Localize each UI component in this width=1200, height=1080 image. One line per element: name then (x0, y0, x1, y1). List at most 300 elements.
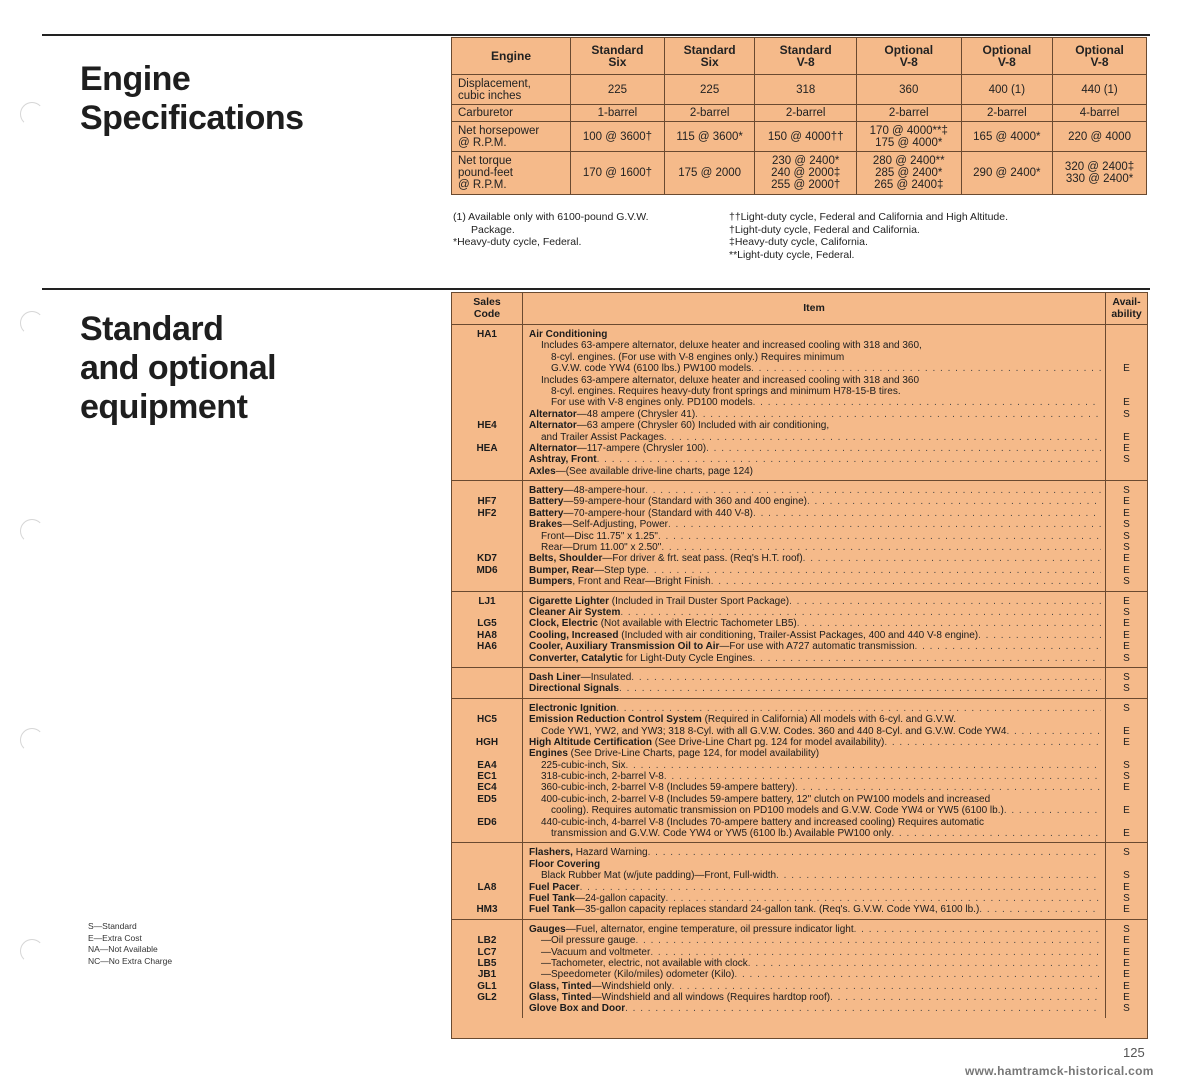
row-label-line: Carburetor (458, 107, 513, 119)
equipment-item (529, 882, 1101, 893)
equipment-item (529, 958, 1101, 969)
item-text: cooling). Requires automatic transmission on PD100 models and G.V.W. Code YW4 or YW5 (6100 lb.) (551, 805, 1004, 817)
sales-code: LA8 (477, 881, 497, 893)
spec-value: 255 @ 2000† (771, 179, 841, 191)
availability-code: S (1123, 683, 1130, 695)
engine-spec-cell (856, 105, 961, 122)
sales-code-column (452, 843, 523, 918)
equipment-item (529, 397, 1101, 408)
sales-code: LB5 (477, 957, 497, 969)
spec-value: 265 @ 2400‡ (874, 179, 944, 191)
equipment-item (529, 771, 1101, 782)
item-name: Bumper, Rear (529, 564, 595, 576)
item-description: —Self-Adjusting, Power (562, 519, 668, 531)
equipment-item (529, 703, 1101, 714)
sales-code: EC1 (477, 771, 497, 783)
engine-column-header (856, 38, 961, 75)
availability-code: E (1123, 363, 1130, 375)
leader-dots (915, 641, 1101, 652)
sales-code (452, 542, 522, 553)
leader-dots (664, 771, 1101, 782)
leader-dots (648, 847, 1101, 858)
item-description: —24-gallon capacity (574, 892, 666, 904)
leader-dots (620, 607, 1101, 618)
availability-code: S (1123, 671, 1130, 683)
item-description: for Light-Duty Cycle Engines (622, 652, 753, 664)
equipment-item (529, 409, 1101, 420)
leader-dots (1004, 805, 1101, 816)
spec-value: 175 @ 2000 (678, 167, 742, 179)
equipment-item (529, 737, 1101, 748)
item-text: Air Conditioning (529, 329, 608, 340)
availability-column (1106, 699, 1147, 843)
item-name: Cooler, Auxiliary Transmission Oil to Air (529, 641, 720, 653)
item-text: 8-cyl. engines. Requires heavy-duty front springs and minimum H78-15-B tires. (551, 385, 901, 397)
leader-dots (666, 893, 1101, 904)
item-description: (Required in California) All models with 6-cyl. and G.V.W. (701, 714, 956, 726)
item-text (529, 576, 711, 587)
item-text (529, 409, 695, 420)
column-header-line: V-8 (796, 55, 815, 69)
spec-value: 175 @ 4000* (875, 136, 943, 149)
availability-column (1106, 592, 1147, 667)
availability-code: S (1123, 606, 1130, 618)
spec-value: 165 @ 4000* (973, 130, 1041, 143)
spec-value: 320 @ 2400‡ (1064, 161, 1135, 173)
equipment-item (529, 947, 1101, 958)
legend-entry: E—Extra Cost (88, 932, 142, 943)
item-column (523, 843, 1106, 918)
spec-value: 440 (1) (1081, 83, 1118, 96)
availability-legend (88, 921, 172, 967)
availability-code: S (1123, 530, 1130, 542)
sales-code: ED6 (477, 816, 497, 828)
equipment-item (529, 672, 1101, 683)
equipment-item (529, 542, 1101, 553)
equipment-item (529, 760, 1101, 771)
availability-code (1106, 386, 1147, 397)
engine-spec-cell (856, 152, 961, 195)
equipment-group (452, 592, 1147, 668)
spec-value: 170 @ 4000**‡ (869, 124, 948, 137)
column-header-line: Six (608, 55, 627, 69)
equipment-table (451, 292, 1148, 1039)
engine-spec-cell (961, 105, 1053, 122)
item-name: Alternator (529, 420, 577, 432)
equipment-item (529, 847, 1101, 858)
watermark: www.hamtramck-historical.com (965, 1064, 1154, 1078)
spec-value: 150 @ 4000†† (767, 130, 844, 143)
item-column (523, 592, 1106, 667)
sales-code (452, 847, 522, 858)
leader-dots (619, 683, 1101, 694)
availability-code (1106, 352, 1147, 363)
leader-dots (753, 508, 1101, 519)
item-text: 318-cubic-inch, 2-barrel V-8 (541, 771, 664, 783)
equipment-item (529, 496, 1101, 507)
item-text (529, 553, 803, 564)
leader-dots (797, 618, 1101, 629)
availability-code: E (1123, 641, 1130, 653)
sales-code (452, 607, 522, 618)
equipment-item (529, 981, 1101, 992)
item-text (529, 714, 956, 725)
engine-spec-cell (571, 75, 665, 105)
item-text (529, 596, 789, 607)
top-rule-equipment (42, 288, 1150, 290)
item-text: —Tachometer, electric, not available with clock (541, 957, 748, 969)
leader-dots (830, 992, 1101, 1003)
item-text: Code YW1, YW2, and YW3; 318 8-Cyl. with all G.V.W. Codes. 360 and 440 8-Cyl. and G.V.W. Code YW4 (541, 725, 1007, 737)
leader-dots (748, 958, 1101, 969)
footnote: ††Light-duty cycle, Federal and California and High Altitude. (729, 211, 1008, 223)
item-name: Emission Reduction Control System (529, 714, 702, 726)
sales-code: HA6 (476, 641, 497, 653)
sales-code: EC4 (477, 782, 497, 794)
footnote: Package. (471, 223, 515, 236)
item-text: Black Rubber Mat (w/jute padding)—Front, Full-width (541, 870, 777, 882)
equipment-item (529, 794, 1101, 805)
leader-dots (807, 496, 1101, 507)
sales-code (452, 576, 522, 587)
row-label-line: Net torque (458, 155, 512, 167)
sales-code (452, 397, 522, 408)
engine-spec-cell (856, 75, 961, 105)
leader-dots (661, 542, 1101, 553)
engine-table-header (452, 38, 1147, 75)
sales-code: LG5 (477, 618, 497, 630)
leader-dots (706, 443, 1101, 454)
availability-code: E (1123, 553, 1130, 565)
engine-specifications-title: Engine Specifications (80, 60, 304, 137)
item-column (523, 325, 1106, 480)
availability-code: S (1123, 519, 1130, 531)
item-text (529, 519, 668, 530)
availability-code (1106, 466, 1147, 477)
availability-code: E (1123, 442, 1130, 454)
item-description: (Included with air conditioning, Trailer-Assist Packages, 400 and 440 V-8 engine) (618, 629, 979, 641)
item-text: 225-cubic-inch, Six (541, 759, 626, 771)
item-column (523, 699, 1106, 843)
leader-dots (580, 882, 1101, 893)
sales-code (452, 859, 522, 870)
spec-value: 290 @ 2400* (973, 167, 1041, 179)
equipment-item (529, 726, 1101, 737)
equipment-item (529, 992, 1101, 1003)
sales-code: HA1 (476, 329, 497, 340)
item-description: —(See available drive-line charts, page 124) (555, 465, 754, 477)
leader-dots (650, 947, 1101, 958)
item-description: —117-ampere (Chrysler 100) (576, 442, 707, 454)
spec-value: 225 (607, 83, 628, 96)
sales-code: HE4 (477, 420, 497, 432)
sales-code: KD7 (476, 553, 497, 565)
equipment-item (529, 596, 1101, 607)
item-text: Glove Box and Door (529, 1003, 626, 1015)
engine-spec-cell (961, 122, 1053, 152)
sales-code (452, 409, 522, 420)
sales-code (452, 340, 522, 351)
item-text (529, 565, 646, 576)
availability-code: S (1123, 892, 1130, 904)
leader-dots (631, 672, 1101, 683)
engine-row-label (452, 75, 571, 105)
item-description: —63 ampere (Chrysler 60) Included with air conditioning, (576, 420, 830, 432)
item-text: and Trailer Assist Packages (541, 431, 664, 443)
engine-spec-cell (1053, 75, 1147, 105)
engine-header-label: Engine (452, 38, 571, 75)
spec-value: 318 (796, 83, 816, 96)
spec-value: 2-barrel (987, 107, 1027, 119)
leader-dots (891, 828, 1101, 839)
equipment-title: Standard and optional equipment (80, 310, 277, 426)
engine-spec-cell (1053, 152, 1147, 195)
sales-code: GL1 (477, 980, 497, 992)
item-name: Clock, Electric (529, 618, 598, 630)
availability-column (1106, 325, 1147, 480)
equipment-item (529, 340, 1101, 351)
footnote: **Light-duty cycle, Federal. (729, 248, 855, 261)
item-text: 360-cubic-inch, 2-barrel V-8 (Includes 59-ampere battery) (541, 782, 796, 794)
equipment-item (529, 576, 1101, 587)
leader-dots (646, 565, 1101, 576)
binder-hole (20, 519, 44, 543)
availability-code: E (1123, 618, 1130, 630)
item-text: —Oil pressure gauge (541, 935, 636, 947)
availability-column (1106, 668, 1147, 698)
sales-code: ED5 (477, 793, 497, 805)
equipment-item (529, 432, 1101, 443)
sales-code: MD6 (476, 564, 498, 576)
item-description: —Fuel, alternator, engine temperature, oil pressure indicator light (565, 923, 854, 935)
item-name: Fuel Tank (529, 892, 575, 904)
binder-hole (20, 311, 44, 335)
spec-value: 100 @ 3600† (582, 130, 653, 143)
column-header-line: Optional (982, 43, 1032, 57)
item-name: Flashers, (529, 847, 573, 859)
sales-code (452, 531, 522, 542)
equipment-group (452, 699, 1147, 844)
availability-code (1106, 859, 1147, 870)
item-text (529, 672, 631, 683)
equipment-item (529, 859, 1101, 870)
leader-dots (672, 981, 1101, 992)
availability-code: S (1123, 847, 1130, 859)
engine-spec-cell (755, 122, 857, 152)
engine-spec-cell (961, 75, 1053, 105)
binder-hole (20, 939, 44, 963)
sales-code-column (452, 699, 523, 843)
sales-code-column (452, 668, 523, 698)
availability-code: E (1123, 828, 1130, 840)
item-description: —48-ampere-hour (563, 485, 646, 497)
availability-code: E (1123, 980, 1130, 992)
item-text: —Vacuum and voltmeter (541, 946, 651, 958)
availability-code: E (1123, 431, 1130, 443)
engine-spec-cell (755, 152, 857, 195)
engine-spec-row (452, 105, 1147, 122)
row-label-line: pound-feet (458, 167, 513, 179)
binder-hole (20, 102, 44, 126)
equipment-item (529, 329, 1101, 340)
column-header-line: Standard (779, 43, 832, 57)
item-text (529, 630, 978, 641)
sales-code: HEA (476, 442, 498, 454)
sales-code (452, 352, 522, 363)
leader-dots (803, 553, 1101, 564)
availability-code (1106, 714, 1147, 725)
legend-entry: S—Standard (88, 921, 137, 931)
availability-column (1106, 481, 1147, 591)
item-text (529, 924, 854, 935)
engine-footnotes-left (453, 211, 649, 249)
item-name: Alternator (529, 408, 577, 420)
equipment-item (529, 618, 1101, 629)
item-description: —For driver & frt. seat pass. (Req's H.T. roof) (602, 553, 803, 565)
spec-value: 170 @ 1600† (582, 167, 653, 179)
spec-value: 360 (899, 83, 919, 96)
row-label-line: @ R.P.M. (458, 179, 507, 191)
sales-code-column (452, 920, 523, 1018)
item-name: Brakes (529, 519, 563, 531)
equipment-item (529, 1003, 1101, 1014)
availability-code: S (1123, 1003, 1130, 1015)
availability-code: E (1123, 957, 1130, 969)
item-description: —59-ampere-hour (Standard with 360 and 400 engine) (563, 496, 807, 508)
availability-code (1106, 375, 1147, 386)
item-text: For use with V-8 engines only. PD100 models (551, 397, 753, 409)
spec-value: 2-barrel (689, 107, 730, 119)
item-description: —70-ampere-hour (Standard with 440 V-8) (563, 507, 754, 519)
availability-code (1106, 794, 1147, 805)
engine-spec-cell (664, 75, 755, 105)
availability-code: S (1123, 408, 1130, 420)
engine-spec-row (452, 75, 1147, 105)
engine-spec-cell (755, 105, 857, 122)
item-name: Battery (529, 485, 564, 497)
availability-code: E (1123, 946, 1130, 958)
equipment-item (529, 870, 1101, 881)
leader-dots (884, 737, 1101, 748)
spec-value: 220 @ 4000 (1068, 130, 1131, 143)
availability-code: S (1123, 923, 1130, 935)
item-description: —For use with A727 automatic transmission (719, 641, 915, 653)
availability-code: E (1123, 992, 1130, 1004)
item-name: Fuel Tank (529, 904, 575, 916)
leader-dots (616, 703, 1101, 714)
availability-code (1106, 748, 1147, 759)
equipment-group (452, 843, 1147, 919)
equipment-item (529, 935, 1101, 946)
engine-spec-cell (571, 105, 665, 122)
item-name: Alternator (529, 442, 577, 454)
equipment-item (529, 352, 1101, 363)
spec-value: 2-barrel (888, 107, 929, 119)
equipment-item (529, 969, 1101, 980)
sales-code-header: Sales Code (452, 293, 523, 324)
item-text: Electronic Ignition (529, 702, 617, 714)
item-text (529, 748, 819, 759)
item-name: Axles (529, 465, 556, 477)
availability-code: S (1123, 454, 1130, 466)
item-text (529, 981, 672, 992)
item-text: Cleaner Air System (529, 606, 621, 618)
equipment-item (529, 924, 1101, 935)
item-name: Gauges (529, 923, 566, 935)
engine-footnotes-right (729, 211, 1008, 261)
item-text (529, 653, 752, 664)
leader-dots (711, 576, 1101, 587)
equipment-item (529, 386, 1101, 397)
equipment-item (529, 363, 1101, 374)
item-description: (Not available with Electric Tachometer LB5) (597, 618, 797, 630)
leader-dots (789, 596, 1101, 607)
engine-spec-cell (571, 152, 665, 195)
row-label-line: cubic inches (458, 89, 522, 102)
sales-code: GL2 (477, 992, 497, 1004)
spec-value: 115 @ 3600* (676, 130, 743, 143)
sales-code-column (452, 325, 523, 480)
leader-dots (978, 630, 1101, 641)
sales-code-column (452, 481, 523, 591)
sales-code (452, 466, 522, 477)
equipment-item (529, 607, 1101, 618)
spec-value: 4-barrel (1079, 107, 1120, 119)
sales-code (452, 828, 522, 839)
spec-value: 2-barrel (785, 107, 826, 119)
footnote: †Light-duty cycle, Federal and California. (729, 223, 920, 236)
sales-code (452, 519, 522, 530)
item-text (529, 443, 706, 454)
page-number: 125 (1123, 1045, 1145, 1060)
leader-dots (1006, 726, 1101, 737)
engine-spec-cell (664, 152, 755, 195)
item-description: , Front and Rear—Bright Finish (572, 576, 711, 588)
sales-code (452, 893, 522, 904)
engine-spec-cell (961, 152, 1053, 195)
availability-code (1106, 329, 1147, 340)
column-header-line: V-8 (1090, 55, 1109, 69)
availability-code: S (1123, 702, 1130, 714)
item-description: (Included in Trail Duster Sport Package) (609, 595, 790, 607)
sales-code (452, 672, 522, 683)
equipment-item (529, 454, 1101, 465)
availability-code: E (1123, 507, 1130, 519)
item-text: 440-cubic-inch, 4-barrel V-8 (Includes 70-ampere battery and increased cooling) Requires automatic (541, 816, 985, 828)
engine-column-header (961, 38, 1053, 75)
equipment-group (452, 325, 1147, 481)
availability-header: Avail- ability (1111, 297, 1142, 320)
equipment-item (529, 748, 1101, 759)
leader-dots (636, 935, 1102, 946)
equipment-group (452, 920, 1147, 1018)
column-header-line: Optional (884, 43, 934, 57)
item-text: Floor Covering (529, 858, 601, 870)
availability-code: S (1123, 542, 1130, 554)
availability-code: S (1123, 485, 1130, 497)
engine-row-label (452, 122, 571, 152)
sales-code (452, 1003, 522, 1014)
equipment-group (452, 481, 1147, 592)
equipment-item (529, 782, 1101, 793)
item-name: Glass, Tinted (529, 980, 592, 992)
sales-code: HGH (475, 736, 499, 748)
availability-code: E (1123, 564, 1130, 576)
leader-dots (752, 653, 1101, 664)
engine-column-header (1053, 38, 1147, 75)
availability-code: S (1123, 759, 1130, 771)
item-text (529, 992, 830, 1003)
